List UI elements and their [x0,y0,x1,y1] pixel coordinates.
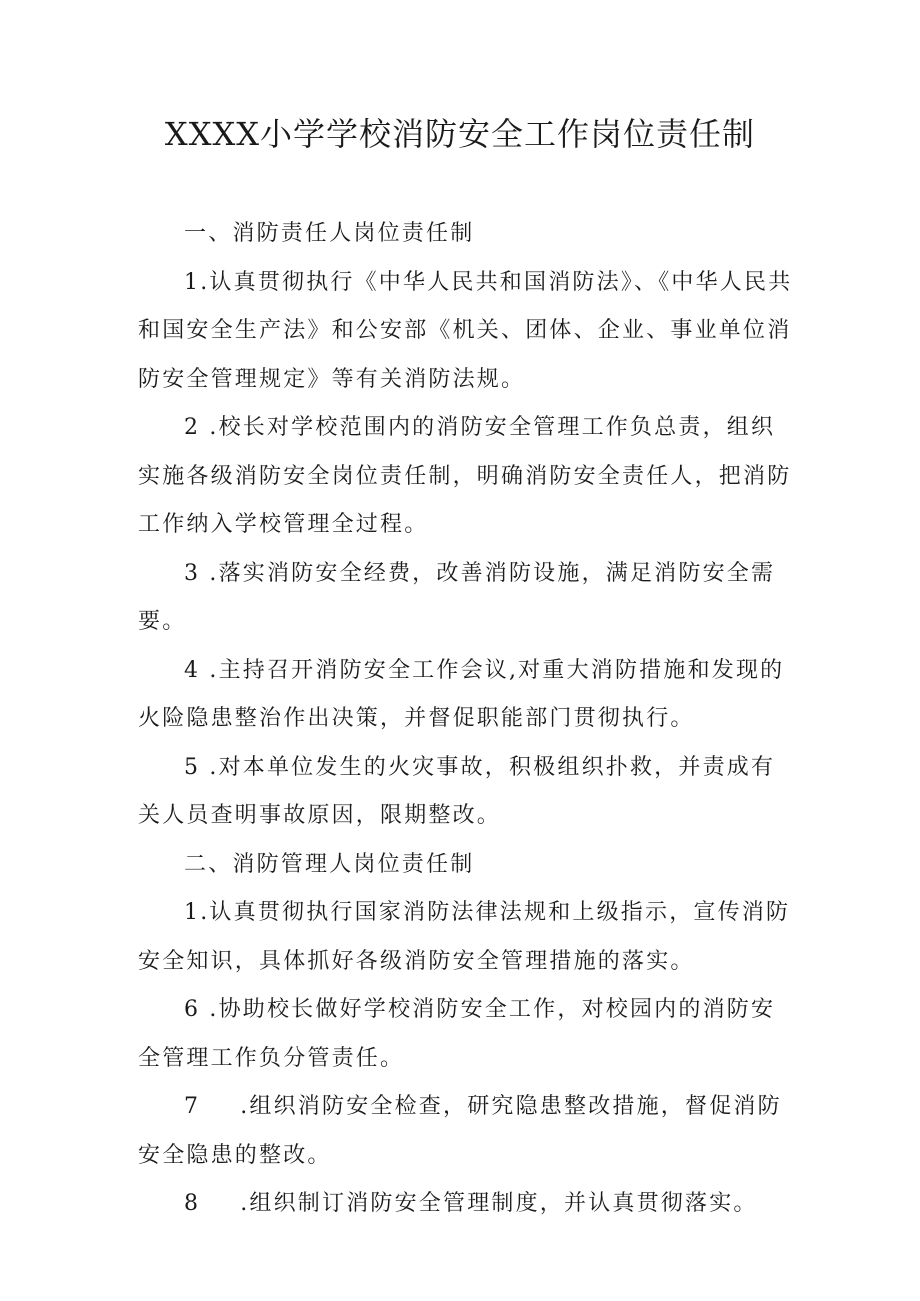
paragraph: 2 .校长对学校范围内的消防安全管理工作负总责，组织实施各级消防安全岗位责任制，明确消防安全责任人，把消防工作纳入学校管理全过程。 [138,415,792,537]
item-number: 8 [184,1191,201,1216]
paragraph-item-8 [138,1180,794,1229]
paragraph: 4 .主持召开消防安全工作会议,对重大消防措施和发现的火险隐患整治作出决策，并督促职能部门贯彻执行。 [138,657,785,731]
item-number: 7 [184,1094,201,1119]
paragraph: 6 .协助校长做好学校消防安全工作，对校园内的消防安全管理工作负分管责任。 [138,997,776,1071]
paragraph: 5 .对本单位发生的火灾事故，积极组织扑救，并责成有关人员查明事故原因，限期整改。 [138,754,776,828]
paragraph: 3 .落实消防安全经费，改善消防设施，满足消防安全需要。 [138,560,776,634]
section-heading-1: 一、消防责任人岗位责任制 [184,221,475,246]
page-title: XXXX小学学校消防安全工作岗位责任制 [164,115,756,153]
paragraph: 1.认真贯彻执行《中华人民共和国消防法》、《中华人民共和国安全生产法》和公安部《机关、团体、企业、事业单位消防安全管理规定》等有关消防法规。 [138,269,793,392]
item-text: .组织制订消防安全管理制度，并认真贯彻落实。 [240,1191,758,1216]
item-text: .组织消防安全检查，研究隐患整改措施，督促消防安全隐患的整改。 [138,1094,782,1168]
paragraph-item-7 [138,1083,794,1180]
section-heading-2: 二、消防管理人岗位责任制 [184,851,475,877]
document-body [138,210,794,1229]
paragraph: 1.认真贯彻执行国家消防法律法规和上级指示，宣传消防安全知识，具体抓好各级消防安全管理措施的落实。 [138,900,791,974]
